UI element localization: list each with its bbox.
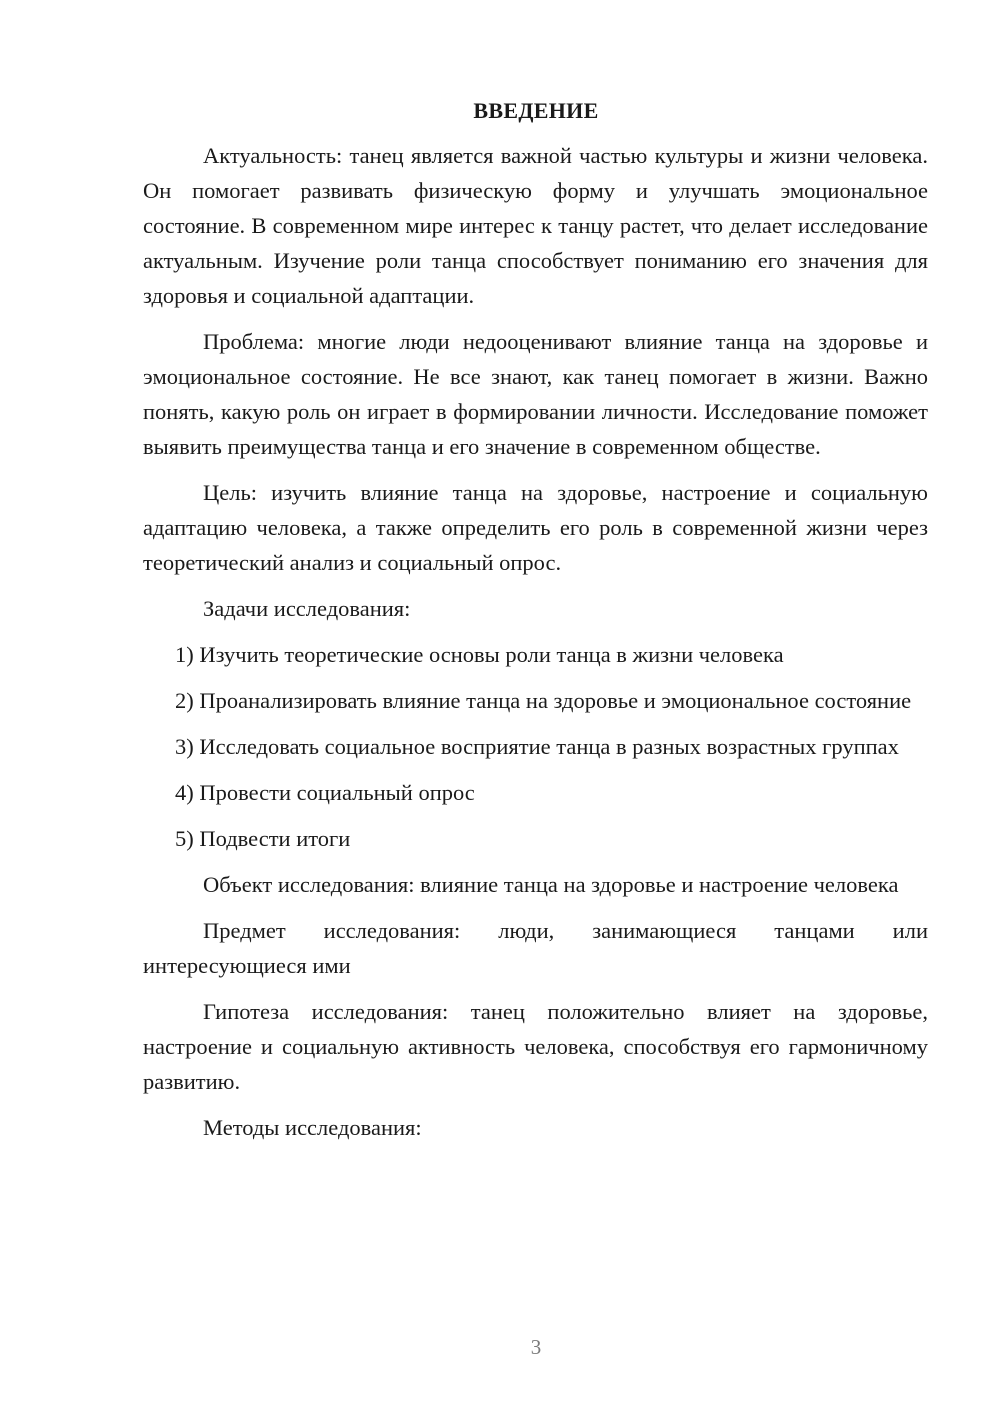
task-item-2: 2) Проанализировать влияние танца на здоровье и эмоциональное состояние xyxy=(175,688,912,713)
document-body xyxy=(143,94,928,1156)
goal-paragraph: Цель: изучить влияние танца на здоровье, настроение и социальную адаптацию человека, а также определить его роль в современной жизни через теоретический анализ и социальный опрос. xyxy=(143,480,928,575)
tasks-heading: Задачи исследования: xyxy=(203,596,411,621)
task-item-4: 4) Провести социальный опрос xyxy=(175,780,475,805)
task-item-1: 1) Изучить теоретические основы роли танца в жизни человека xyxy=(175,642,784,667)
section-title: ВВЕДЕНИЕ xyxy=(473,98,599,123)
task-item-3: 3) Исследовать социальное восприятие танца в разных возрастных группах xyxy=(175,734,899,759)
subject-paragraph: Предмет исследования: люди, занимающиеся танцами или интересующиеся ими xyxy=(143,918,928,978)
methods-heading: Методы исследования: xyxy=(203,1115,422,1140)
problem-paragraph: Проблема: многие люди недооценивают влияние танца на здоровье и эмоциональное состояние. Не все знают, как танец помогает в жизни. Важно понять, какую роль он играет в формировании личности. Исследование поможет выявить преимущества танца и его значение в современном обществе. xyxy=(143,329,928,459)
object-paragraph: Объект исследования: влияние танца на здоровье и настроение человека xyxy=(203,872,899,897)
hypothesis-paragraph: Гипотеза исследования: танец положительно влияет на здоровье, настроение и социальную активность человека, способствуя его гармоничному развитию. xyxy=(143,999,928,1094)
page-number: 3 xyxy=(530,1335,542,1359)
relevance-paragraph: Актуальность: танец является важной частью культуры и жизни человека. Он помогает развивать физическую форму и улучшать эмоциональное состояние. В современном мире интерес к танцу растет, что делает исследование актуальным. Изучение роли танца способствует пониманию его значения для здоровья и социальной адаптации. xyxy=(143,143,928,308)
task-item-5: 5) Подвести итоги xyxy=(175,826,351,851)
